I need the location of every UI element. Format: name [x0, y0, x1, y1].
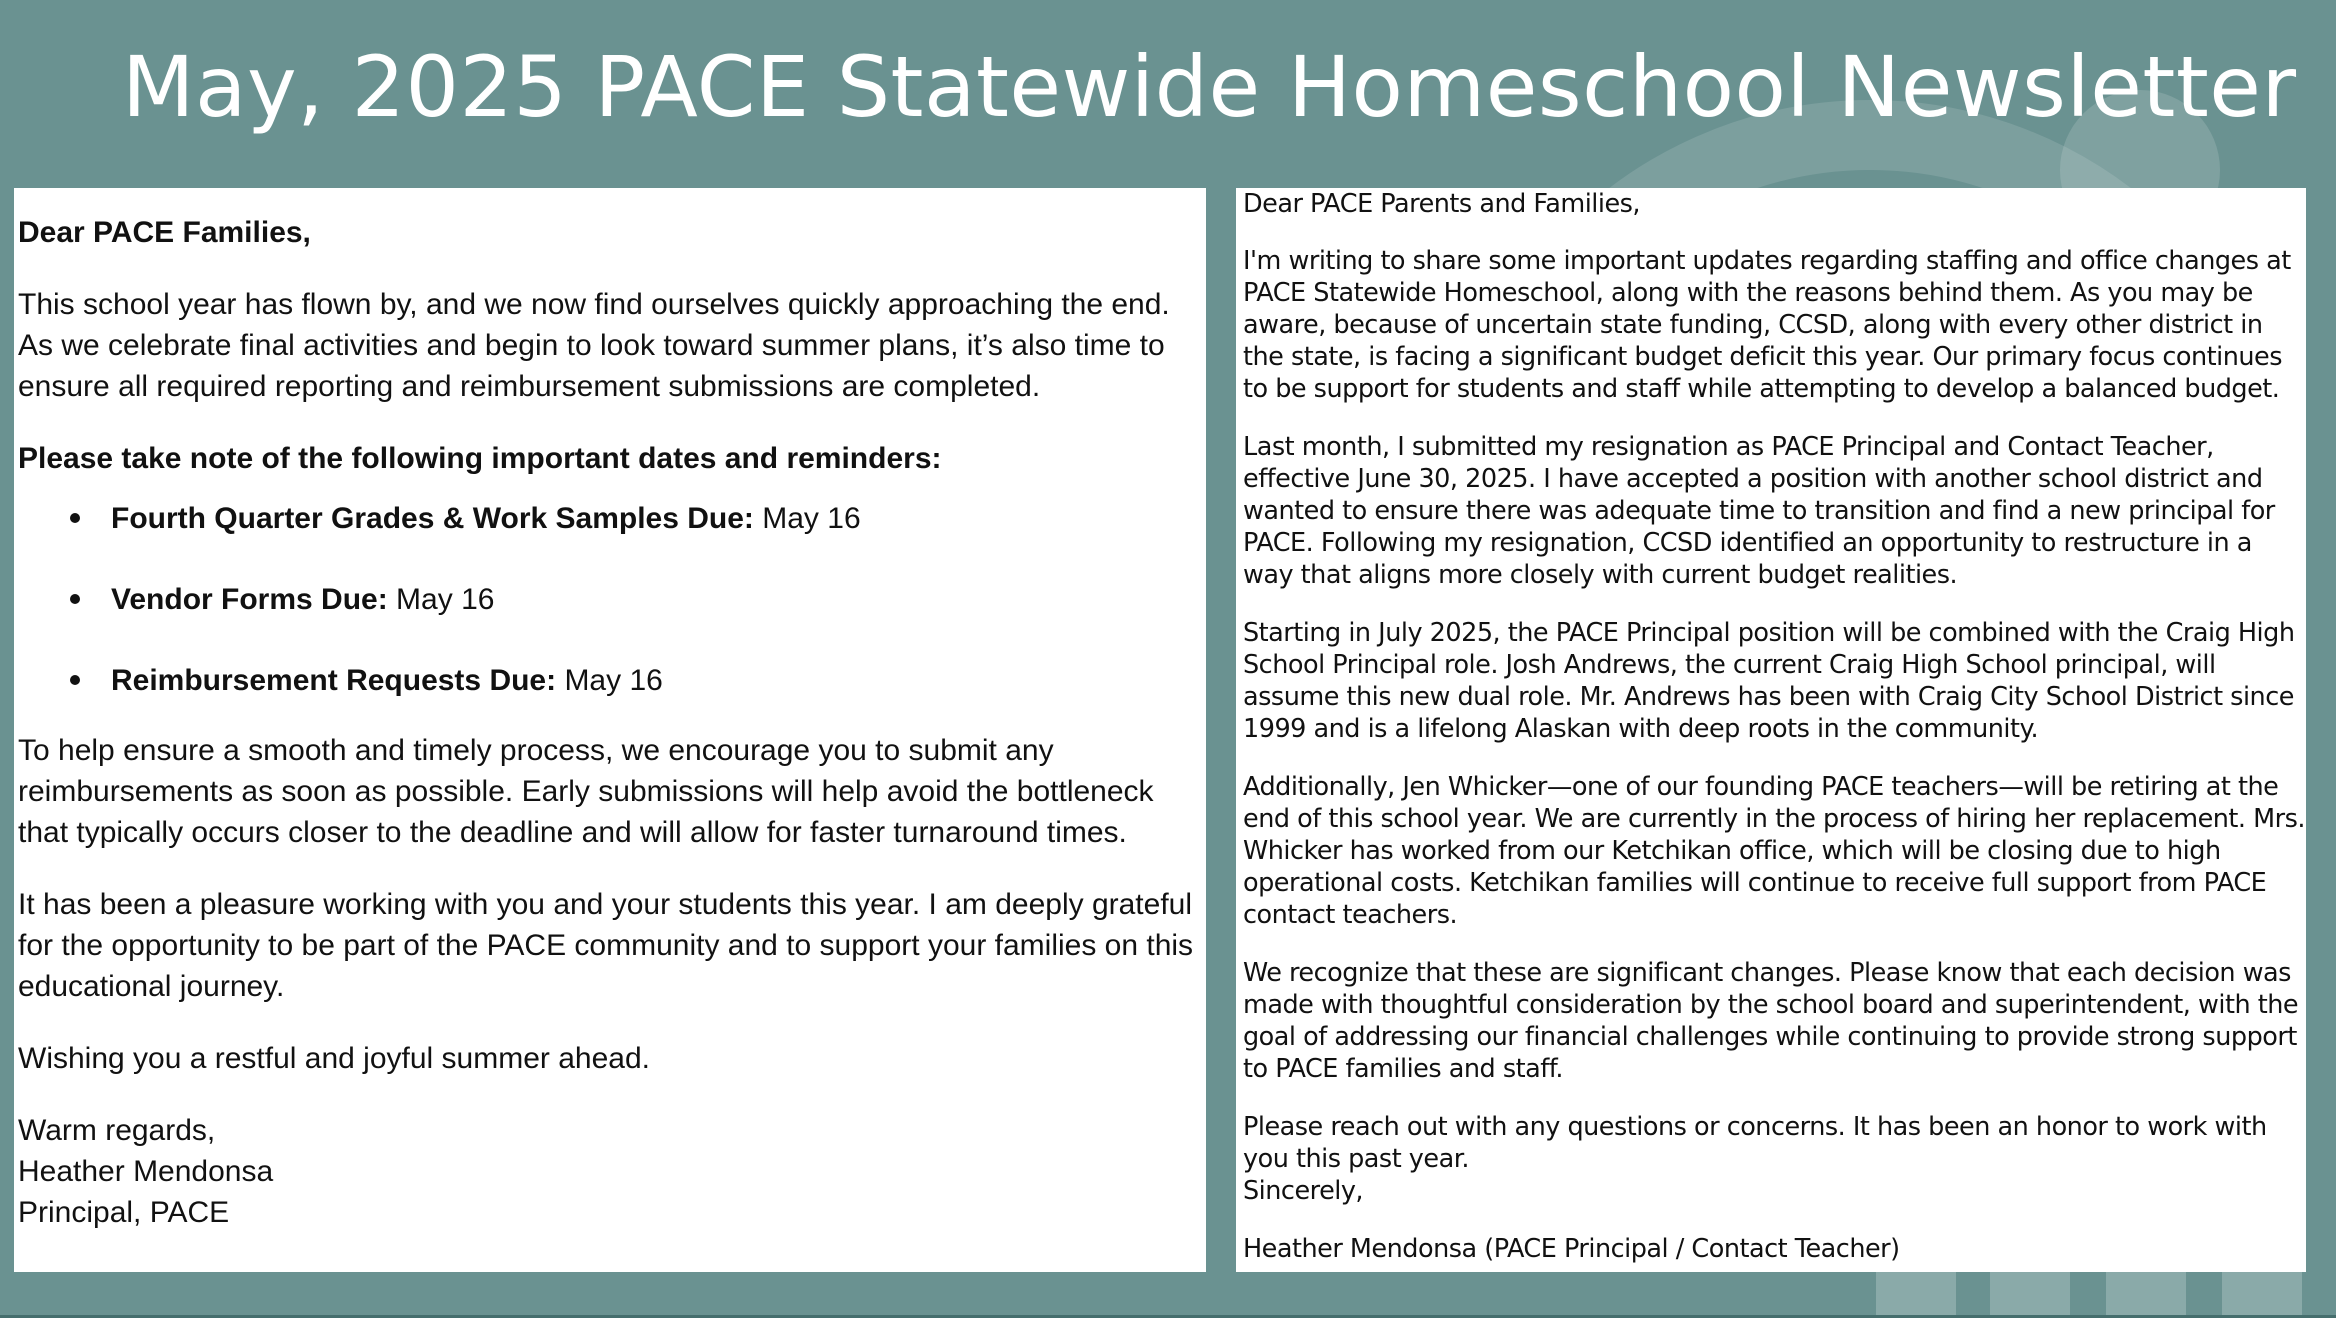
principal-change-paragraph: Starting in July 2025, the PACE Principal position will be combined with the Craig High School Principal role. Josh Andrews, the current Craig High School principal, will assume this new dual role. Mr. Andrews has been with Craig City School District since 1999 and is a lifelong Alaskan with deep roots in the community.	[1243, 618, 2295, 744]
reminders-list	[18, 498, 1206, 730]
right-letter-panel	[1236, 188, 2306, 1272]
reminder-date: May 16	[753, 502, 861, 535]
reminder-item	[18, 579, 1206, 660]
right-letter-greeting: Dear PACE Parents and Families,	[1243, 189, 1641, 219]
reminder-item	[18, 498, 1206, 579]
decorative-square	[1876, 1272, 1956, 1316]
reminder-date: May 16	[387, 583, 495, 616]
signer-name: Heather Mendonsa	[18, 1155, 274, 1188]
summer-wish: Wishing you a restful and joyful summer ahead.	[18, 1042, 650, 1075]
reminder-item	[18, 660, 1206, 730]
decorative-square	[2222, 1272, 2302, 1316]
decorative-square	[2106, 1272, 2186, 1316]
changes-paragraph: We recognize that these are significant changes. Please know that each decision was made with thoughtful consideration by the school board and superintendent, with the goal of addressing our financial challenges while continuing to provide strong support to PACE families and staff.	[1243, 958, 2299, 1084]
staffing-paragraph: I'm writing to share some important updates regarding staffing and office changes at PACE Statewide Homeschool, along with the reasons behind them. As you may be aware, because of uncertain state funding, CCSD, along with every other district in the state, is facing a significant budget deficit this year. Our primary focus continues to be support for students and staff while attempting to develop a balanced budget.	[1243, 246, 2291, 404]
right-letter-closing	[1243, 1111, 2306, 1207]
left-letter-greeting: Dear PACE Families,	[18, 216, 311, 249]
bullet-icon	[70, 675, 80, 685]
closing-text: Warm regards,	[18, 1114, 216, 1147]
right-letter-signature: Heather Mendonsa (PACE Principal / Contact Teacher)	[1243, 1234, 1900, 1264]
closing-paragraph: Please reach out with any questions or concerns. It has been an honor to work with you this past year.	[1243, 1112, 2267, 1174]
thanks-paragraph: It has been a pleasure working with you and your students this year. I am deeply grateful for the opportunity to be part of the PACE community and to support your families on this educational journey.	[18, 888, 1194, 1003]
reminder-label: Fourth Quarter Grades & Work Samples Due:	[111, 502, 754, 535]
retirement-paragraph: Additionally, Jen Whicker—one of our founding PACE teachers—will be retiring at the end of this school year. We are currently in the process of hiring her replacement. Mrs. Whicker has worked from our Ketchikan office, which will be closing due to high operational costs. Ketchikan families will continue to receive full support from PACE contact teachers.	[1243, 772, 2306, 930]
decorative-square	[1990, 1272, 2070, 1316]
submission-paragraph: To help ensure a smooth and timely process, we encourage you to submit any reimbursements as soon as possible. Early submissions will help avoid the bottleneck that typically occurs closer to the deadline and will allow for faster turnaround times.	[18, 734, 1154, 849]
bullet-icon	[70, 513, 80, 523]
left-letter-panel	[14, 188, 1206, 1272]
reminder-label: Reimbursement Requests Due:	[111, 664, 557, 697]
signer-title: Principal, PACE	[18, 1196, 230, 1229]
reminders-heading: Please take note of the following important dates and reminders:	[18, 442, 942, 475]
resignation-paragraph: Last month, I submitted my resignation as PACE Principal and Contact Teacher, effective June 30, 2025. I have accepted a position with another school district and wanted to ensure there was adequate time to transition and find a new principal for PACE. Following my resignation, CCSD identified an opportunity to restructure in a way that aligns more closely with current budget realities.	[1243, 432, 2275, 590]
left-letter-intro: This school year has flown by, and we now find ourselves quickly approaching the end. As we celebrate final activities and begin to look toward summer plans, it’s also time to ensure all required reporting and reimbursement submissions are completed.	[18, 288, 1170, 403]
left-letter-signoff	[18, 1110, 1206, 1233]
newsletter-title: May, 2025 PACE Statewide Homeschool Newsletter	[122, 38, 2297, 136]
bullet-icon	[70, 594, 80, 604]
closing-text: Sincerely,	[1243, 1176, 1364, 1206]
reminder-date: May 16	[556, 664, 663, 697]
reminder-label: Vendor Forms Due:	[111, 583, 388, 616]
